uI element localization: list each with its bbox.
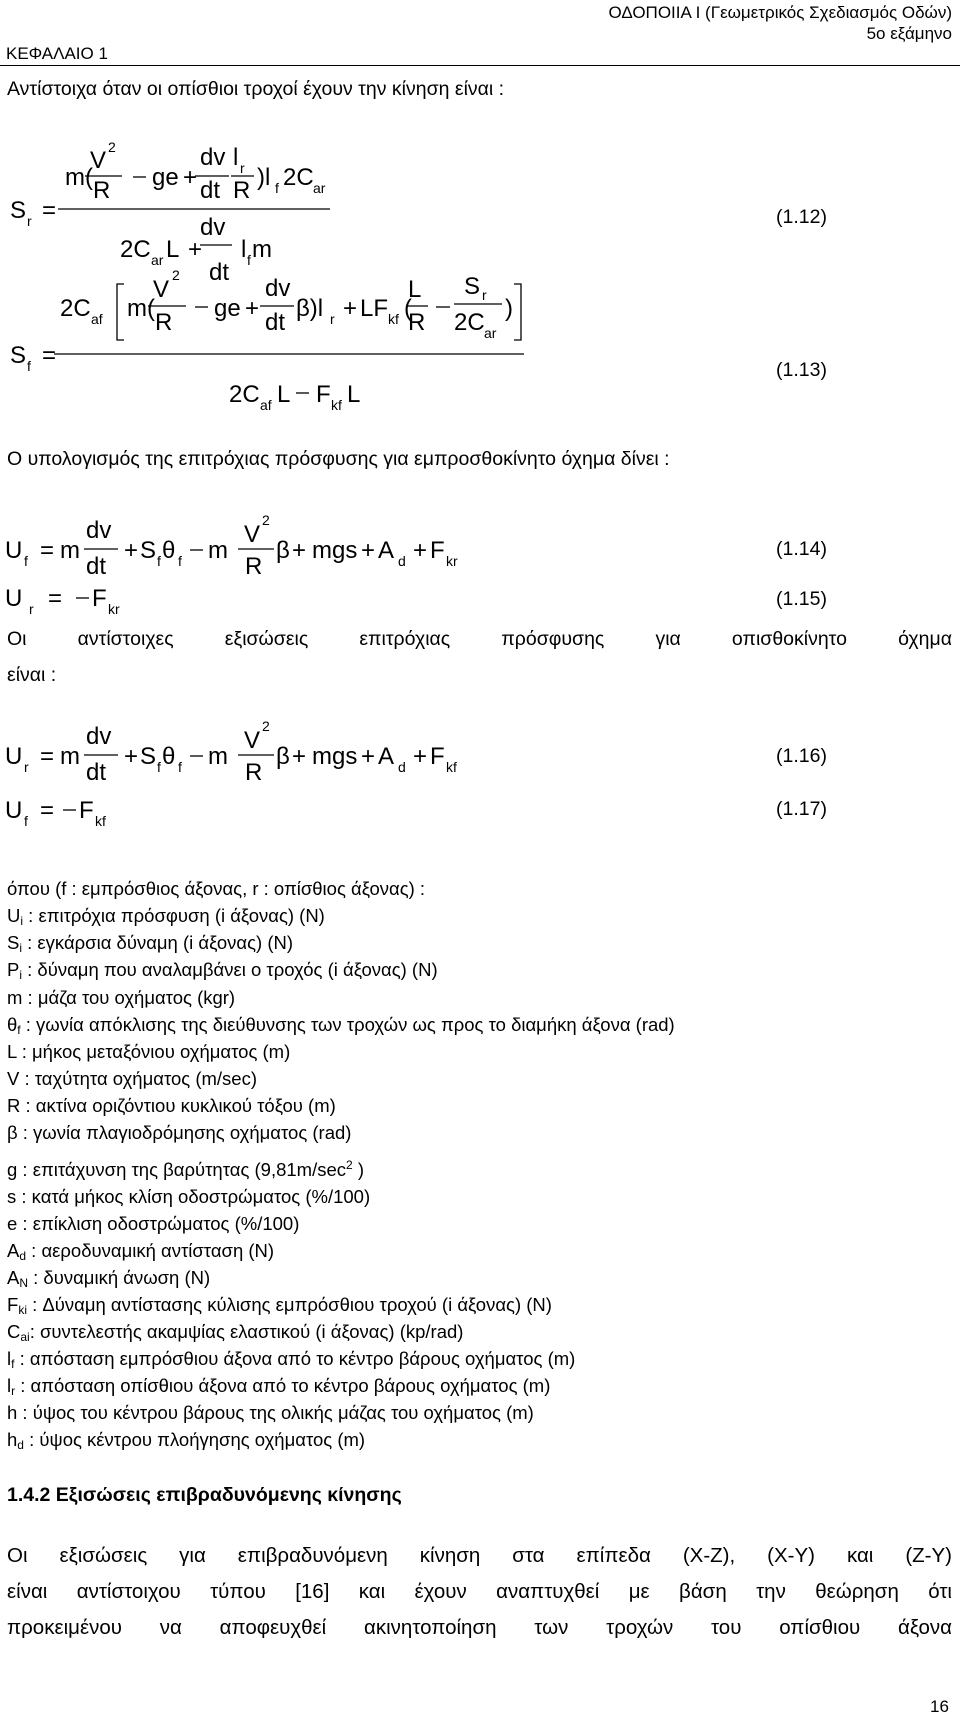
def-lr: $l_r$ : απόσταση οπίσθιου άξονα από το κέντρο βάρους οχήματος (m): [7, 1375, 551, 1398]
eq-number-1-13: (1.13): [776, 359, 827, 381]
svg-text:+: +: [183, 164, 198, 191]
svg-text:m(: m(: [65, 164, 93, 191]
svg-text:)l: )l: [257, 164, 271, 191]
def-theta: $\theta_f$ : γωνία απόκλισης της διεύθυνσης των τροχών ως προς το διαμήκη άξονα (rad): [7, 1014, 675, 1037]
svg-text:β: β: [276, 537, 290, 564]
svg-text:+: +: [343, 295, 358, 322]
svg-text:l: l: [241, 236, 247, 263]
svg-text:2: 2: [108, 139, 116, 155]
def-g: g : επιτάχυνση της βαρύτητας ($9,81m/\sec^2$ ): [7, 1158, 365, 1180]
svg-text:2C: 2C: [120, 236, 151, 263]
svg-text:+: +: [361, 537, 376, 564]
svg-text:L: L: [408, 276, 422, 303]
svg-text:=: =: [48, 585, 63, 612]
def-Fk: $F_{ki}$ : Δύναμη αντίστασης κύλισης εμπρόσθιου τροχού (i άξονας) (N): [7, 1294, 552, 1317]
equation-1-14: [5, 512, 458, 580]
intro-front-drive: Ο υπολογισμός της επιτρόχιας πρόσφυσης για εμπροσθοκίνητο όχημα δίνει :: [7, 448, 670, 470]
svg-text:dt: dt: [86, 553, 107, 580]
svg-text:dv: dv: [200, 144, 226, 171]
page-number: 16: [930, 1697, 949, 1716]
svg-text:U: U: [5, 585, 23, 612]
svg-text:V: V: [244, 727, 261, 754]
svg-text:L: L: [347, 381, 361, 408]
svg-text:S: S: [464, 273, 481, 300]
def-lf: $l_f$ : απόσταση εμπρόσθιου άξονα από το κέντρο βάρους οχήματος (m): [7, 1348, 576, 1371]
equation-1-15: [5, 585, 120, 617]
svg-text:+: +: [245, 295, 260, 322]
svg-text:r: r: [240, 160, 245, 176]
svg-text:dt: dt: [86, 759, 107, 786]
chapter-label: ΚΕΦΑΛΑΙΟ 1: [6, 44, 108, 63]
equation-1-12: [10, 139, 330, 286]
paragraph-line-2: είναι αντίστοιχου τύπου [16] και έχουν αναπτυχθεί με βάση την θεώρηση ότι: [7, 1582, 952, 1603]
svg-text:β)l: β)l: [296, 295, 324, 322]
svg-text:kf: kf: [388, 311, 399, 327]
svg-text:+: +: [124, 743, 139, 770]
def-AN: $A_N$ : δυναμική άνωση (N): [7, 1267, 211, 1290]
svg-text:r: r: [29, 601, 34, 617]
paragraph-line-3: προκειμένου να αποφευχθεί ακινητοποίηση των τροχών του οπίσθιου άξονα: [7, 1618, 952, 1639]
svg-text:S: S: [10, 197, 27, 224]
svg-text:F: F: [316, 381, 331, 408]
svg-text:m: m: [252, 236, 272, 263]
svg-text:f: f: [24, 813, 28, 829]
svg-text:2C: 2C: [283, 164, 314, 191]
svg-text:β: β: [276, 743, 290, 770]
svg-text:+: +: [361, 743, 376, 770]
svg-text:m: m: [208, 743, 228, 770]
legend-intro: όπου (f : εμπρόσθιος άξονας, r : οπίσθιος άξονας) :: [7, 878, 426, 899]
svg-text:f: f: [275, 180, 279, 196]
svg-text:d: d: [398, 553, 406, 569]
svg-text:kf: kf: [331, 397, 342, 413]
svg-text:U: U: [5, 743, 23, 770]
svg-text:ar: ar: [151, 252, 164, 268]
svg-text:+: +: [292, 743, 307, 770]
svg-text:dt: dt: [209, 259, 230, 286]
svg-text:F: F: [430, 537, 445, 564]
equation-1-13: [10, 267, 524, 413]
svg-text:d: d: [398, 759, 406, 775]
svg-text:U: U: [5, 797, 23, 824]
svg-text:R: R: [245, 553, 263, 580]
svg-text:+: +: [188, 236, 203, 263]
svg-text:f: f: [27, 358, 31, 374]
svg-text:=: =: [40, 537, 55, 564]
svg-text:mgs: mgs: [312, 537, 358, 564]
svg-text:2: 2: [262, 512, 270, 528]
svg-text:2: 2: [172, 267, 180, 283]
equation-1-16: [5, 718, 457, 786]
eq-number-1-12: (1.12): [776, 206, 827, 228]
svg-text:R: R: [93, 177, 111, 204]
svg-text:V: V: [244, 521, 261, 548]
course-title: ΟΔΟΠΟΙΙΑ Ι (Γεωμετρικός Σχεδιασμός Οδών): [608, 3, 952, 22]
svg-text:=: =: [42, 342, 57, 369]
svg-text:L: L: [277, 381, 291, 408]
intro-rwd-line-2: είναι :: [7, 664, 57, 686]
def-Ca: $C_{ai}$: συντελεστής ακαμψίας ελαστικού (i άξονας) (kp/rad): [7, 1321, 464, 1344]
svg-text:f: f: [24, 553, 28, 569]
svg-text:r: r: [330, 311, 335, 327]
svg-text:f: f: [157, 553, 161, 569]
svg-text:m: m: [60, 537, 80, 564]
svg-text:): ): [505, 295, 513, 322]
svg-text:θ: θ: [162, 743, 176, 770]
svg-text:S: S: [10, 342, 27, 369]
svg-text:mgs: mgs: [312, 743, 358, 770]
def-s: s : κατά μήκος κλίση οδοστρώματος (%/100): [7, 1186, 371, 1207]
svg-text:dv: dv: [86, 723, 112, 750]
svg-text:af: af: [91, 311, 103, 327]
svg-text:2C: 2C: [454, 309, 485, 336]
svg-text:r: r: [24, 759, 29, 775]
svg-text:=: =: [40, 797, 55, 824]
svg-text:dv: dv: [86, 517, 112, 544]
svg-text:A: A: [378, 743, 395, 770]
def-L: L : μήκος μεταξόνιου οχήματος (m): [7, 1041, 291, 1062]
def-hd: $h_d$ : ύψος κέντρου πλοήγησης οχήματος (m): [7, 1429, 366, 1452]
svg-text:af: af: [260, 397, 272, 413]
svg-text:l: l: [233, 144, 239, 171]
svg-text:kf: kf: [95, 813, 106, 829]
svg-text:ge: ge: [152, 164, 179, 191]
eq-number-1-17: (1.17): [776, 798, 827, 820]
section-heading: 1.4.2 Εξισώσεις επιβραδυνόμενης κίνησης: [7, 1484, 402, 1506]
svg-text:f: f: [157, 759, 161, 775]
svg-text:R: R: [233, 177, 251, 204]
def-Ad: $A_d$ : αεροδυναμική αντίσταση (N): [7, 1240, 275, 1263]
svg-text:S: S: [140, 537, 157, 564]
def-S: $S_i$ : εγκάρσια δύναμη (i άξονας) (N): [7, 932, 294, 955]
def-V: V : ταχύτητα οχήματος (m/sec): [7, 1068, 258, 1089]
def-P: $P_i$ : δύναμη που αναλαμβάνει ο τροχός (i άξονας) (N): [7, 959, 438, 982]
svg-text:kf: kf: [446, 759, 457, 775]
svg-text:U: U: [5, 537, 23, 564]
def-e: e : επίκλιση οδοστρώματος (%/100): [7, 1213, 300, 1234]
svg-text:LF: LF: [360, 295, 389, 322]
svg-text:+: +: [413, 743, 428, 770]
svg-text:m: m: [60, 743, 80, 770]
svg-text:r: r: [27, 213, 32, 229]
intro-rear-drive: Αντίστοιχα όταν οι οπίσθιοι τροχοί έχουν την κίνηση είναι :: [7, 78, 505, 100]
equations-block: [0, 0, 960, 800]
intro-rwd-line-1: Οι αντίστοιχες εξισώσεις επιτρόχιας πρόσφυσης για οπισθοκίνητο όχημα: [7, 630, 952, 650]
semester-label: 5ο εξάμηνο: [866, 24, 952, 43]
svg-text:R: R: [155, 309, 173, 336]
svg-text:R: R: [408, 309, 426, 336]
svg-text:f: f: [178, 553, 182, 569]
svg-text:2C: 2C: [229, 381, 260, 408]
svg-text:+: +: [292, 537, 307, 564]
svg-text:F: F: [79, 797, 94, 824]
svg-text:(: (: [404, 295, 412, 322]
svg-text:2: 2: [262, 718, 270, 734]
svg-text:m: m: [208, 537, 228, 564]
eq-number-1-15: (1.15): [776, 588, 827, 610]
svg-text:2C: 2C: [60, 295, 91, 322]
svg-text:=: =: [42, 197, 57, 224]
paragraph-line-1: Οι εξισώσεις για επιβραδυνόμενη κίνηση στα επίπεδα (X-Z), (X-Y) και (Z-Y): [7, 1546, 952, 1567]
svg-text:+: +: [124, 537, 139, 564]
svg-text:dv: dv: [265, 275, 291, 302]
svg-text:R: R: [245, 759, 263, 786]
svg-text:F: F: [430, 743, 445, 770]
svg-text:V: V: [90, 147, 107, 174]
svg-text:f: f: [247, 252, 251, 268]
svg-text:θ: θ: [162, 537, 176, 564]
svg-text:+: +: [413, 537, 428, 564]
svg-text:ar: ar: [313, 180, 326, 196]
svg-text:kr: kr: [446, 553, 458, 569]
svg-text:dv: dv: [200, 214, 226, 241]
svg-text:L: L: [166, 236, 180, 263]
svg-text:kr: kr: [108, 601, 120, 617]
svg-text:S: S: [140, 743, 157, 770]
eq-number-1-14: (1.14): [776, 538, 827, 560]
svg-text:ar: ar: [484, 325, 497, 341]
eq-number-1-16: (1.16): [776, 745, 827, 767]
svg-text:m(: m(: [127, 295, 155, 322]
svg-text:A: A: [378, 537, 395, 564]
def-R: R : ακτίνα οριζόντιου κυκλικού τόξου (m): [7, 1095, 336, 1116]
def-beta: β : γωνία πλαγιοδρόμησης οχήματος (rad): [7, 1122, 352, 1143]
svg-text:r: r: [482, 287, 487, 303]
svg-text:V: V: [153, 276, 170, 303]
def-m: m : μάζα του οχήματος (kgr): [7, 987, 236, 1008]
def-U: $U_i$ : επιτρόχια πρόσφυση (i άξονας) (N): [7, 905, 325, 928]
svg-text:F: F: [92, 585, 107, 612]
svg-text:f: f: [178, 759, 182, 775]
svg-text:dt: dt: [200, 177, 221, 204]
svg-text:=: =: [40, 743, 55, 770]
svg-text:ge: ge: [214, 295, 241, 322]
svg-text:dt: dt: [265, 309, 286, 336]
def-h: h : ύψος του κέντρου βάρους της ολικής μάζας του οχήματος (m): [7, 1402, 534, 1423]
